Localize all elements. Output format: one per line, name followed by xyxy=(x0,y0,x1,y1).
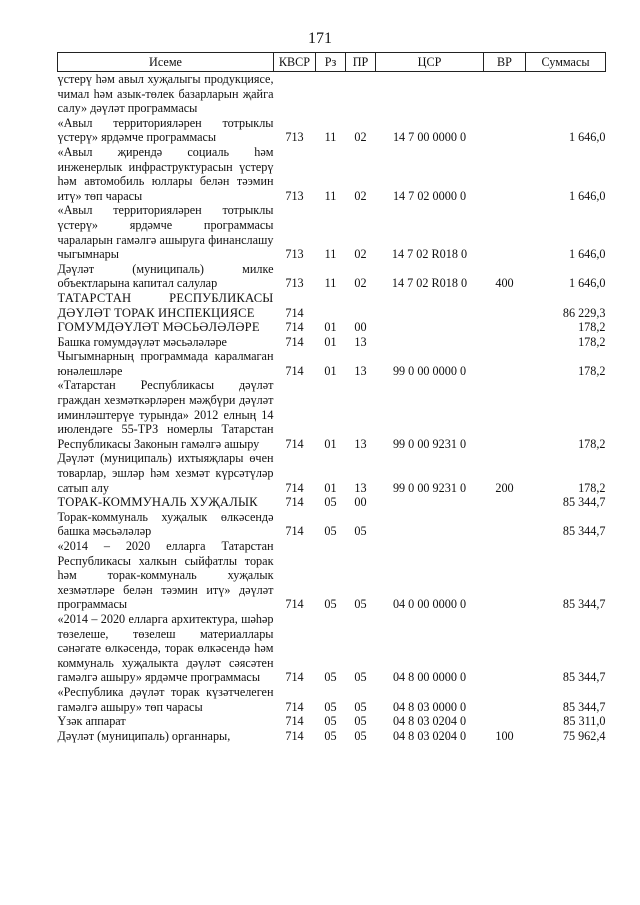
row-csr: 14 7 02 0000 0 xyxy=(392,188,467,203)
row-rz: 01 xyxy=(324,436,337,451)
row-pr xyxy=(346,72,376,116)
row-rz: 05 xyxy=(324,699,337,714)
row-rz xyxy=(316,72,346,116)
row-rz: 11 xyxy=(324,247,337,262)
row-kvsr: 714 xyxy=(285,436,304,451)
budget-table xyxy=(57,52,606,743)
row-pr: 05 xyxy=(354,670,367,685)
row-sum xyxy=(526,72,606,116)
table-row xyxy=(58,72,606,116)
row-sum: 85 311,0 xyxy=(563,714,606,729)
header-rz: Рз xyxy=(316,53,346,72)
row-kvsr: 714 xyxy=(285,699,304,714)
row-pr: 00 xyxy=(354,495,367,510)
row-vr xyxy=(484,335,526,350)
row-sum: 178,2 xyxy=(578,334,606,349)
row-vr xyxy=(484,495,526,510)
row-csr: 14 7 02 R018 0 xyxy=(391,247,468,262)
row-name: Дәүләт (муниципаль) милке объектларына капитал салулар xyxy=(57,261,274,291)
table-row xyxy=(58,320,606,335)
row-name: «Республика дәүләт торак күзәтчелеген гамәлгә ашыру» төп чарасы xyxy=(57,684,274,714)
row-kvsr: 714 xyxy=(285,305,304,320)
row-vr xyxy=(484,378,526,451)
row-name: Дәүләт (муниципаль) ихтыяҗлары өчен товарлар, эшләр һәм хезмәт күрсәтүләр сатып алу xyxy=(57,451,274,495)
row-sum: 178,2 xyxy=(578,320,606,335)
row-kvsr: 714 xyxy=(285,334,304,349)
row-pr: 02 xyxy=(354,247,367,262)
row-vr xyxy=(484,145,526,203)
table-header-row xyxy=(58,53,606,72)
table-row xyxy=(58,349,606,378)
table-row xyxy=(58,612,606,685)
row-name: ТАТАРСТАН РЕСПУБЛИКАСЫ ДӘҮЛӘТ ТОРАК ИНСПЕКЦИЯСЕ xyxy=(57,290,274,320)
row-name: «Авыл территорияләрен тотрыклы үстерү» ярдәмче программасы чараларын гамәлгә ашыруга финанслашу чыгымнары xyxy=(57,203,274,262)
row-csr: 04 8 03 0204 0 xyxy=(392,714,467,729)
row-vr xyxy=(484,291,526,320)
row-kvsr xyxy=(274,72,316,116)
row-pr: 02 xyxy=(354,188,367,203)
row-name: «2014 – 2020 елларга архитектура, шәһәр төзелеше, төзелеш материаллары сәнәгате өлкәсендә, торак өлкәсендә һәм коммуналь хуҗалыкта дәүләт сәясәтен гамәлгә ашыру» ярдәмче программасы xyxy=(57,611,274,685)
row-vr xyxy=(484,685,526,714)
row-sum: 1 646,0 xyxy=(568,276,606,291)
row-pr: 13 xyxy=(354,363,367,378)
row-sum: 178,2 xyxy=(578,480,606,495)
row-pr: 00 xyxy=(354,320,367,335)
row-name: «Авыл җирендә социаль һәм инженерлык инфраструктурасын үстерү һәм автомобиль юллары белән тәэмин итү» төп чарасы xyxy=(57,144,274,203)
table-row xyxy=(58,495,606,510)
row-kvsr: 714 xyxy=(285,480,304,495)
table-row xyxy=(58,685,606,714)
row-kvsr: 713 xyxy=(285,130,304,145)
row-csr: 04 0 00 0000 0 xyxy=(392,597,467,612)
row-kvsr: 714 xyxy=(285,495,304,510)
row-sum: 85 344,7 xyxy=(562,670,606,685)
row-csr: 14 7 00 0000 0 xyxy=(392,130,467,145)
row-pr: 05 xyxy=(354,728,367,743)
row-rz: 01 xyxy=(324,363,337,378)
row-pr: 05 xyxy=(354,714,367,729)
row-rz xyxy=(316,291,346,320)
row-name: «Авыл территорияләрен тотрыклы үстерү» ярдәмче программасы xyxy=(57,115,274,145)
row-rz: 05 xyxy=(324,524,337,539)
table-row xyxy=(58,203,606,261)
table-row xyxy=(58,378,606,451)
row-name: Торак-коммуналь хуҗалык өлкәсендә башка мәсьәләләр xyxy=(57,509,274,539)
row-name: Чыгымнарның программада каралмаган юнәлешләре xyxy=(57,349,274,378)
row-csr xyxy=(376,510,484,539)
header-name: Исеме xyxy=(58,53,274,72)
row-csr xyxy=(376,291,484,320)
row-vr xyxy=(484,510,526,539)
row-rz: 11 xyxy=(324,276,337,291)
row-name: Башка гомумдәүләт мәсьәләләре xyxy=(57,334,227,349)
row-sum: 1 646,0 xyxy=(568,247,606,262)
row-vr: 100 xyxy=(495,728,514,743)
table-row xyxy=(58,451,606,495)
row-vr xyxy=(484,539,526,612)
row-kvsr: 714 xyxy=(285,597,304,612)
row-sum: 85 344,7 xyxy=(562,524,606,539)
row-name: Үзәк аппарат xyxy=(57,714,126,729)
row-vr xyxy=(484,714,526,729)
table-row xyxy=(58,262,606,291)
row-csr xyxy=(376,495,484,510)
table-row xyxy=(58,291,606,320)
row-kvsr: 714 xyxy=(285,363,304,378)
row-vr xyxy=(484,612,526,685)
row-vr: 200 xyxy=(495,480,514,495)
row-csr xyxy=(376,335,484,350)
row-rz: 05 xyxy=(324,714,337,729)
row-vr: 400 xyxy=(495,276,514,291)
row-sum: 178,2 xyxy=(578,436,606,451)
table-row xyxy=(58,145,606,203)
row-pr: 05 xyxy=(354,699,367,714)
row-rz: 11 xyxy=(324,130,337,145)
row-sum: 1 646,0 xyxy=(568,130,606,145)
row-kvsr: 713 xyxy=(285,188,304,203)
row-csr: 04 8 03 0204 0 xyxy=(392,728,467,743)
table-row xyxy=(58,116,606,145)
row-name: «Татарстан Республикасы дәүләт граждан хезмәткәрләрен мәҗбүри дәүләт иминләштерүе турында» 2012 елның 14 июлендәге 55-ТРЗ номерлы Татарстан Республикасы Законын гамәлгә ашыру xyxy=(57,378,274,451)
header-kvsr: КВСР xyxy=(274,53,316,72)
row-kvsr: 714 xyxy=(285,728,304,743)
row-csr xyxy=(376,72,484,116)
row-rz: 05 xyxy=(324,670,337,685)
row-kvsr: 714 xyxy=(285,714,304,729)
row-vr xyxy=(484,116,526,145)
row-rz: 05 xyxy=(324,728,337,743)
row-sum: 86 229,3 xyxy=(562,305,606,320)
row-csr: 99 0 00 9231 0 xyxy=(392,480,467,495)
row-kvsr: 714 xyxy=(285,524,304,539)
row-vr xyxy=(484,320,526,335)
row-pr: 13 xyxy=(354,480,367,495)
row-pr: 02 xyxy=(354,130,367,145)
row-pr: 05 xyxy=(354,597,367,612)
row-pr: 13 xyxy=(354,436,367,451)
table-row xyxy=(58,539,606,612)
row-name: ТОРАК-КОММУНАЛЬ ХУҖАЛЫК xyxy=(57,495,258,510)
header-pr: ПР xyxy=(346,53,376,72)
row-rz: 01 xyxy=(324,480,337,495)
header-vr: ВР xyxy=(484,53,526,72)
header-sum: Суммасы xyxy=(526,53,606,72)
row-kvsr: 714 xyxy=(285,670,304,685)
row-sum: 85 344,7 xyxy=(562,597,606,612)
row-name: үстерү һәм авыл хуҗалыгы продукциясе, чимал һәм азык-төлек базарларын җайга салу» дәүләт программасы xyxy=(57,72,274,116)
row-sum: 75 962,4 xyxy=(562,728,606,743)
row-vr xyxy=(484,72,526,116)
row-kvsr: 714 xyxy=(285,320,304,335)
row-vr xyxy=(484,349,526,378)
row-rz: 05 xyxy=(324,495,337,510)
row-vr xyxy=(484,203,526,261)
table-row xyxy=(58,335,606,350)
row-pr: 05 xyxy=(354,524,367,539)
row-sum: 85 344,7 xyxy=(562,699,606,714)
row-csr xyxy=(376,320,484,335)
row-name: «2014 – 2020 елларга Татарстан Республикасы халкын сыйфатлы торак һәм торак-коммуналь хуҗалык хезмәтләре белән тәэмин итү» дәүләт программасы xyxy=(57,539,274,612)
row-name: Дәүләт (муниципаль) органнары, xyxy=(57,728,231,743)
row-pr: 02 xyxy=(354,276,367,291)
page-number: 171 xyxy=(308,30,332,47)
row-pr xyxy=(346,291,376,320)
row-rz: 05 xyxy=(324,597,337,612)
row-csr: 04 8 00 0000 0 xyxy=(392,670,467,685)
table-body xyxy=(58,72,606,744)
row-sum: 1 646,0 xyxy=(568,188,606,203)
row-rz: 11 xyxy=(324,188,337,203)
table-row xyxy=(58,729,606,744)
row-csr: 99 0 00 9231 0 xyxy=(392,436,467,451)
row-csr: 14 7 02 R018 0 xyxy=(391,276,468,291)
header-csr: ЦСР xyxy=(376,53,484,72)
table-row xyxy=(58,510,606,539)
row-csr: 99 0 00 0000 0 xyxy=(392,363,467,378)
row-pr: 13 xyxy=(354,334,367,349)
row-rz: 01 xyxy=(324,320,337,335)
row-rz: 01 xyxy=(324,334,337,349)
row-sum: 85 344,7 xyxy=(562,495,606,510)
row-name: ГОМУМДӘҮЛӘТ МӘСЬӘЛӘЛӘРЕ xyxy=(57,320,260,335)
table-row xyxy=(58,714,606,729)
row-kvsr: 713 xyxy=(285,276,304,291)
row-kvsr: 713 xyxy=(285,247,304,262)
row-csr: 04 8 03 0000 0 xyxy=(392,699,467,714)
row-sum: 178,2 xyxy=(578,363,606,378)
